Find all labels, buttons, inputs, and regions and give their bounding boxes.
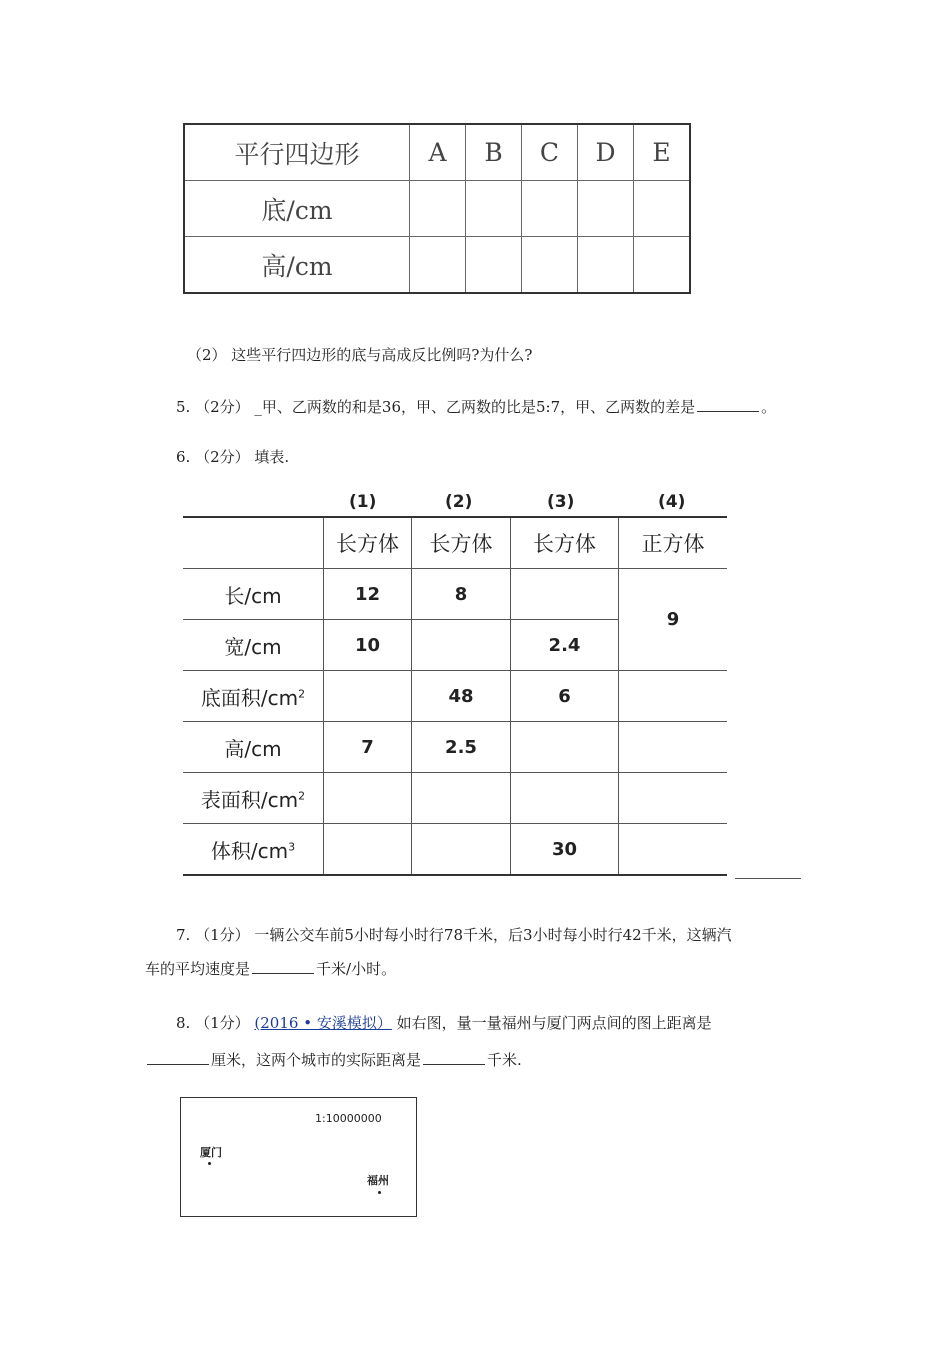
- table1-header-c: C: [522, 124, 578, 181]
- table2-cell: 10: [324, 620, 412, 671]
- table1-header-e: E: [634, 124, 691, 181]
- table2-cell[interactable]: [412, 773, 511, 824]
- table2-shape-2: 长方体: [412, 517, 511, 569]
- table2-cell: 48: [412, 671, 511, 722]
- cube-edge-cell: 9: [619, 569, 728, 671]
- table2-cell: 2.4: [511, 620, 619, 671]
- table2-shape-4: 正方体: [619, 517, 728, 569]
- row-label-base-area: 底面积$/cm^2$: [183, 671, 324, 722]
- row-label-surface-area: 表面积$/cm^2$: [183, 773, 324, 824]
- map-figure: [180, 1097, 417, 1217]
- city-dot-xiamen: [208, 1162, 211, 1165]
- map-scale: 1:10000000: [315, 1112, 382, 1125]
- city-label-fuzhou: 福州: [367, 1174, 389, 1187]
- table1-cell[interactable]: [466, 181, 522, 237]
- table1-cell[interactable]: [522, 181, 578, 237]
- answer-blank[interactable]: [252, 959, 314, 974]
- question-7-line1: 7. （1分） 一辆公交车前5小时每小时行78千米，后3小时每小时行42千米，这辆汽: [176, 926, 732, 944]
- table2-cell[interactable]: [324, 773, 412, 824]
- question-5: [176, 397, 776, 417]
- table1-row-base-label: 底/cm: [184, 181, 410, 237]
- table1-cell[interactable]: [410, 181, 466, 237]
- table2-shape-3: 长方体: [511, 517, 619, 569]
- table2-cell[interactable]: [511, 773, 619, 824]
- table1-header-d: D: [578, 124, 634, 181]
- row-label-width: 宽/cm: [183, 620, 324, 671]
- question-8-prefix: 8. （1分）: [176, 1014, 250, 1032]
- question-6-prefix: 6. （2分）: [176, 448, 250, 466]
- table2-cell: 30: [511, 824, 619, 876]
- table2-cell[interactable]: [619, 773, 728, 824]
- table2-cell: 6: [511, 671, 619, 722]
- row-label-length: 长/cm: [183, 569, 324, 620]
- question-7-line2: 车的平均速度是 千米/小时。: [145, 960, 397, 978]
- table2-cell[interactable]: [511, 722, 619, 773]
- table2-cell: 8: [412, 569, 511, 620]
- table2-cell[interactable]: [619, 722, 728, 773]
- table2-cell[interactable]: [324, 671, 412, 722]
- question-6-text: 填表.: [254, 448, 290, 466]
- table2-cell[interactable]: [511, 569, 619, 620]
- question-8-text: 如右图，量一量福州与厦门两点间的图上距离是: [396, 1014, 712, 1032]
- parallelogram-table: [183, 123, 691, 294]
- row-label-volume: 体积$/cm^3$: [183, 824, 324, 876]
- table2-shape-1: 长方体: [324, 517, 412, 569]
- answer-blank[interactable]: [423, 1050, 485, 1065]
- question-8-line2: 厘米，这两个城市的实际距离是 千米.: [145, 1050, 522, 1070]
- table2-corner: [183, 517, 324, 569]
- question-5-suffix: 。: [761, 398, 777, 416]
- answer-blank[interactable]: [697, 397, 759, 412]
- table2-cell[interactable]: [619, 824, 728, 876]
- table2-cell: 2.5: [412, 722, 511, 773]
- table1-header-b: B: [466, 124, 522, 181]
- table1-cell[interactable]: [634, 237, 691, 294]
- city-label-xiamen: 厦门: [200, 1146, 222, 1159]
- table2-cell[interactable]: [412, 620, 511, 671]
- table1-row-height-label: 高/cm: [184, 237, 410, 294]
- column-number-3: (3): [547, 492, 575, 512]
- question-5-prefix: 5. （2分）: [176, 398, 250, 416]
- question-8-line1: [176, 1013, 712, 1033]
- question-5-text: _甲、乙两数的和是36，甲、乙两数的比是5:7，甲、乙两数的差是: [254, 398, 696, 416]
- column-number-1: (1): [349, 492, 377, 512]
- table1-cell[interactable]: [522, 237, 578, 294]
- table1-header-label: 平行四边形: [184, 124, 410, 181]
- answer-blank[interactable]: [735, 878, 801, 879]
- table1-cell[interactable]: [578, 237, 634, 294]
- city-dot-fuzhou: [378, 1191, 381, 1194]
- table2-cell: 12: [324, 569, 412, 620]
- answer-blank[interactable]: [147, 1050, 209, 1065]
- table2-cell: 7: [324, 722, 412, 773]
- table1-cell[interactable]: [578, 181, 634, 237]
- column-number-2: (2): [445, 492, 473, 512]
- table2-cell[interactable]: [619, 671, 728, 722]
- table1-header-a: A: [410, 124, 466, 181]
- question-8-source-link[interactable]: (2016 • 安溪模拟）: [254, 1014, 392, 1032]
- table2-cell[interactable]: [324, 824, 412, 876]
- question-6: [176, 447, 289, 467]
- cuboid-table: [183, 516, 727, 876]
- question-4-sub2: （2） 这些平行四边形的底与高成反比例吗?为什么?: [187, 346, 533, 364]
- table1-cell[interactable]: [634, 181, 691, 237]
- column-number-4: (4): [658, 492, 686, 512]
- table1-cell[interactable]: [466, 237, 522, 294]
- table2-cell[interactable]: [412, 824, 511, 876]
- table1-cell[interactable]: [410, 237, 466, 294]
- row-label-height: 高/cm: [183, 722, 324, 773]
